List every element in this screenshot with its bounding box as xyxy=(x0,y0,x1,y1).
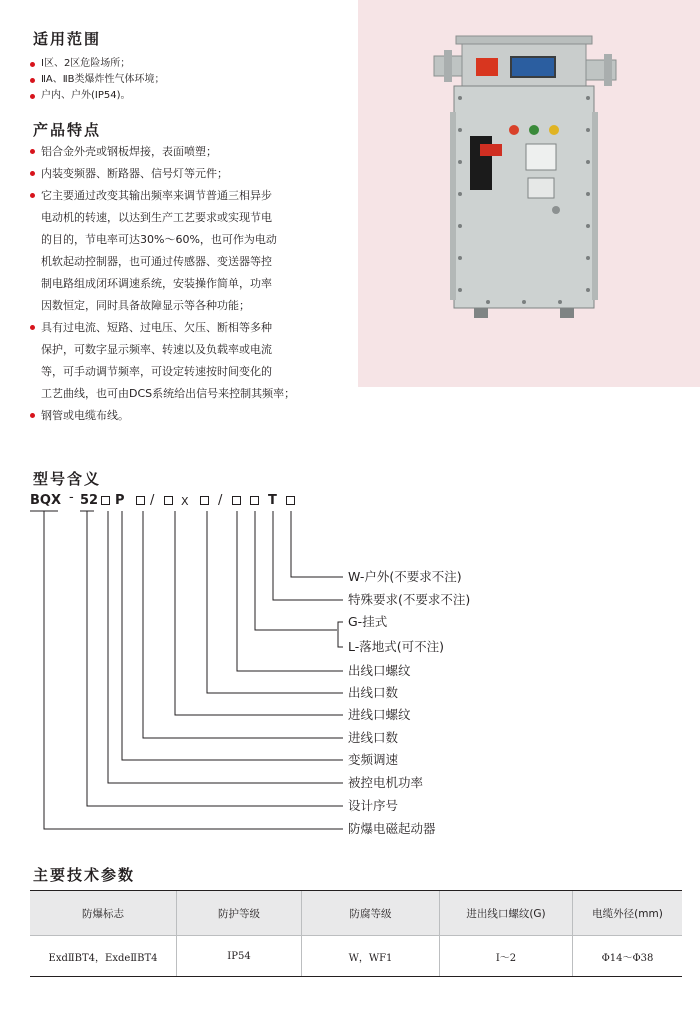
scope-title: 适用范围 xyxy=(33,30,102,48)
model-label: 进线口螺纹 xyxy=(348,707,411,722)
model-label: 被控电机功率 xyxy=(348,775,424,790)
feature-item: 铝合金外壳或钢板焊接，表面喷塑； xyxy=(33,141,295,163)
table-cell: W，WF1 xyxy=(302,936,440,977)
model-label: 进线口数 xyxy=(348,730,399,745)
feature-item: 内装变频器、断路器、信号灯等元件； xyxy=(33,163,295,185)
table-row xyxy=(30,936,682,977)
table-cell: ExdⅡBT4，ExdeⅡBT4 xyxy=(30,936,177,977)
table-header: 防腐等级 xyxy=(302,891,440,936)
feature-line: 具有过电流、短路、过电压、欠压、断相等多种 xyxy=(41,321,272,334)
features-title: 产品特点 xyxy=(33,121,102,139)
code-dash: - xyxy=(69,490,74,505)
feature-line: 工艺曲线，也可由DCS系统给出信号来控制其频率； xyxy=(41,387,296,400)
table-header: 进出线口螺纹(G) xyxy=(440,891,573,936)
model-label: 出线口螺纹 xyxy=(348,663,411,678)
feature-line: 制电路组成闭环调速系统，安装操作简单，功率 xyxy=(41,277,272,290)
table-header: 防爆标志 xyxy=(30,891,177,936)
model-label: G-挂式 xyxy=(348,614,388,629)
specs-table xyxy=(30,890,682,977)
table-cell: Φ14～Φ38 xyxy=(573,936,683,977)
feature-item: 钢管或电缆布线。 xyxy=(33,405,295,427)
feature-line: 电动机的转速，以达到生产工艺要求或实现节电 xyxy=(41,211,272,224)
feature-line: 它主要通过改变其输出频率来调节普通三相异步 xyxy=(41,189,272,202)
table-header-row xyxy=(30,891,682,936)
model-title: 型号含义 xyxy=(33,470,102,488)
table-cell: IP54 xyxy=(177,936,302,977)
specs-title: 主要技术参数 xyxy=(33,866,136,884)
table-cell: Ⅰ～2 xyxy=(440,936,573,977)
model-label: 防爆电磁起动器 xyxy=(348,821,436,836)
model-label: L-落地式(可不注) xyxy=(348,639,445,654)
code-slash: / xyxy=(150,493,155,508)
feature-line: 的目的，节电率可达30%～60%，也可作为电动 xyxy=(41,233,277,246)
model-label: 设计序号 xyxy=(348,798,399,813)
feature-line: 机软起动控制器，也可通过传感器、变送器等控 xyxy=(41,255,272,268)
table-header: 防护等级 xyxy=(177,891,302,936)
model-label: 变频调速 xyxy=(348,752,399,767)
table-header: 电缆外径(mm) xyxy=(573,891,683,936)
code-slash: / xyxy=(218,493,223,508)
code-x: X xyxy=(181,495,189,508)
code-series: 52 xyxy=(80,493,99,508)
scope-item: ⅡA、ⅡB类爆炸性气体环境； xyxy=(33,72,165,88)
feature-line: 等，可手动调节频率，可设定转速按时间变化的 xyxy=(41,365,272,378)
code-t: T xyxy=(268,493,277,508)
model-label: 特殊要求(不要求不注) xyxy=(348,592,471,607)
model-label: W-户外(不要求不注) xyxy=(348,569,462,584)
feature-line: 保护，可数字显示频率、转速以及负载率或电流 xyxy=(41,343,272,356)
code-p: P xyxy=(115,493,125,508)
scope-item: Ⅰ区、2区危险场所； xyxy=(33,56,165,72)
scope-item: 户内、户外(IP54)。 xyxy=(33,88,165,104)
code-prefix: BQX xyxy=(30,493,61,508)
feature-line: 因数恒定，同时具备故障显示等各种功能； xyxy=(41,299,250,312)
model-label: 出线口数 xyxy=(348,685,399,700)
